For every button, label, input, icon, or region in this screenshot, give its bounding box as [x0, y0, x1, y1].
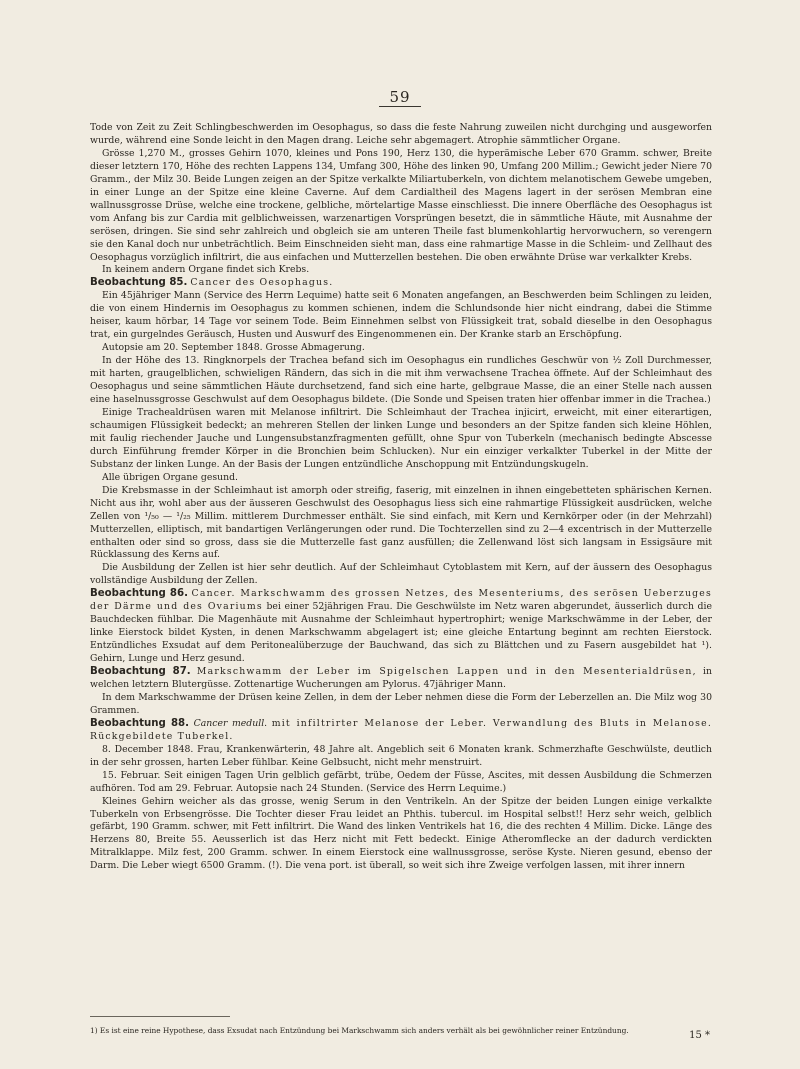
- paragraph-text: bei einer 52jährigen Frau. Die Geschwülste im Netz waren abgerundet, äusserlich durch die Bauchdecken fühlbar. Die Magenhäute mit Ausnahme der Schleimhaut hypertrophirt; wenige Markschwämme in der Leber, der linke Eierstock bildet Kysten, in denen Markschwamm abgelagert ist; eine gleiche Entartung beginnt am rechten Eierstock. Entzündliches Exsudat auf dem Peritonealüberzuge der Bauchwand, das sich zu Blättchen und zu Fasern ausgebildet hat ¹). Gehirn, Lunge und Herz gesund.: [90, 601, 712, 665]
- observation-label: Beobachtung 86.: [90, 588, 188, 600]
- footnote: 1) Es ist eine reine Hypothese, dass Exsudat nach Entzündung bei Markschwamm sich anders verhält als bei gewöhnlicher reiner Entzündung.: [90, 1026, 629, 1036]
- observation-label: Beobachtung 88.: [90, 717, 190, 729]
- body-paragraph: [90, 485, 712, 563]
- paragraph-text: Ein 45jähriger Mann (Service des Herrn Lequime) hatte seit 6 Monaten angefangen, an Beschwerden beim Schlingen zu leiden, die von einem Hindernis im Oesophagus zu kommen schienen, indem die Schlundsonde hier nicht eindrang, dabei die Stimme heiser, kaum hörbar, 14 Tage vor seinem Tode. Beim Einnehmen selbst von Flüssigkeit trat, sobald dieselbe in den Oesophagus trat, ein gurgelndes Geräusch, Husten und Auswurf des Eingenommenen ein. Der Kranke starb an Erschöpfung.: [90, 290, 712, 341]
- observation-title: mit infiltrirter Melanose der Leber. Verwandlung des Bluts in Melanose. Rückgebildete Tuberkel.: [90, 717, 712, 742]
- paragraph-text: Alle übrigen Organe gesund.: [102, 471, 238, 483]
- body-paragraph: [90, 407, 712, 472]
- observation-paragraph: [90, 718, 712, 744]
- observation-title: Markschwamm der Leber im Spigelschen Lappen und in den Mesenterialdrüsen,: [196, 666, 697, 678]
- observation-label: Beobachtung 85.: [90, 277, 188, 289]
- body-paragraph: [90, 770, 712, 796]
- body-text: [90, 122, 712, 873]
- paragraph-text: Grösse 1,270 M., grosses Gehirn 1070, kleines und Pons 190, Herz 130, die hyperämische Leber 670 Gramm. schwer, Breite dieser letztern 170, Höhe des rechten Lappens 134, Umfang 300, Höhe des linken 90, Umfang 200 Millim.; Gewicht jeder Niere 70 Gramm., der Milz 30. Beide Lungen zeigen an der Spitze verkalkte Miliartuberkeln, von dichtem melanotischem Gewebe umgeben, in einer Lunge an der Spitze eine kleine Caverne. Auf dem Cardialtheil des Magens lagert in der serösen Membran eine wallnussgrosse Drüse, welche eine trockene, gelbliche, mörtelartige Masse einschliesst. Die innere Oberfläche des Oesophagus ist vom Anfang bis zur Cardia mit gelblichweissen, warzenartigen Vorsprüngen besetzt, die in sämmtliche Häute, mit Ausnahme der serösen, dringen. Sie sind sehr zahlreich und obgleich sie am unteren Theile fast blumenkohlartig hervorwuchern, so verengern sie den Kanal doch nur unbeträchtlich. Beim Einschneiden sieht man, dass eine rahmartige Masse in die Schleim- und Zellhaut des Oesophagus vorzüglich infiltrirt, die aus einfachen und Mutterzellen bestehen. Die oben erwähnte Drüse war verkalkter Krebs.: [90, 147, 712, 263]
- body-paragraph: [90, 355, 712, 407]
- body-paragraph: [90, 562, 712, 588]
- body-paragraph: [90, 148, 712, 265]
- paragraph-text: Tode von Zeit zu Zeit Schlingbeschwerden im Oesophagus, so dass die feste Nahrung zuweilen nicht durchging und ausgeworfen wurde, während eine Sonde leicht in den Magen drang. Leiche sehr abgemagert. Atrophie sämmtlicher Organe.: [90, 122, 712, 146]
- italic-term: Cancer medull.: [193, 717, 268, 729]
- observation-paragraph: [90, 277, 712, 290]
- paragraph-text: Kleines Gehirn weicher als das grosse, wenig Serum in den Ventrikeln. An der Spitze der beiden Lungen einige verkalkte Tuberkeln von Erbsengrösse. Die Tochter dieser Frau leidet an Phthis. tubercul. im Hospital selbst!! Herz sehr weich, gelblich gefärbt, 190 Gramm. schwer, mit Fett infiltrirt. Die Wand des linken Ventrikels hat 16, die des rechten 4 Millim. Dicke. Länge des Herzens 80, Breite 55. Aeusserlich ist das Herz nicht mit Fett bedeckt. Einige Atheromflecke an der dadurch verdickten Mitralklappe. Milz fest, 200 Gramm. schwer. In einem Eierstock eine wallnussgrosse, seröse Kyste. Nieren gesund, ebenso der Darm. Die Leber wiegt 6500 Gramm. (!). Die vena port. ist überall, so weit sich ihre Zweige verfolgen lassen, mit ihrer innern: [90, 795, 712, 872]
- body-paragraph: [90, 744, 712, 770]
- paragraph-text: Einige Trachealdrüsen waren mit Melanose infiltrirt. Die Schleimhaut der Trachea injicirt, erweicht, mit einer eiterartigen, schaumigen Flüssigkeit bedeckt; an mehreren Stellen der linken Lunge und besonders an der Spitze fanden sich kleine Höhlen, mit faulig riechender Jauche und Lungensubstanzfragmenten gefüllt, ohne Spur von Tuberkeln (mechanisch bedingte Abscesse durch Einführung fremder Körper in die Bronchien beim Schlucken). Nur ein einziger verkalkter Tuberkel in der Mitte der Substanz der linken Lunge. An der Basis der Lungen entzündliche Anschoppung mit Entzündungskugeln.: [90, 406, 712, 470]
- body-paragraph: [90, 290, 712, 342]
- paragraph-text: 8. December 1848. Frau, Krankenwärterin, 48 Jahre alt. Angeblich seit 6 Monaten krank. Schmerzhafte Geschwülste, deutlich in der sehr grossen, harten Leber fühlbar. Keine Gelbsucht, nicht mehr menstruirt.: [90, 743, 712, 768]
- body-paragraph: [90, 264, 712, 277]
- paragraph-text: 15. Februar. Seit einigen Tagen Urin gelblich gefärbt, trübe, Oedem der Füsse, Ascites, mit dessen Ausbildung die Schmerzen aufhören. Tod am 29. Februar. Autopsie nach 24 Stunden. (Service des Herrn Lequime.): [90, 769, 712, 794]
- paragraph-text: Autopsie am 20. September 1848. Grosse Abmagerung.: [102, 342, 365, 354]
- body-paragraph: [90, 692, 712, 718]
- observation-paragraph: [90, 666, 712, 692]
- printer-signature: 15 *: [689, 1030, 710, 1041]
- page-number: 59: [0, 88, 800, 106]
- paragraph-text: In der Höhe des 13. Ringknorpels der Trachea befand sich im Oesophagus ein rundliches Geschwür von ½ Zoll Durchmesser, mit harten, graugelblichen, schwieligen Rändern, das sich in die mit ihm verwachsene Trachea öffnete. Auf der Schleimhaut des Oesophagus und seine sämmtlichen Häute durchsetzend, fand sich eine harte, gelbgraue Masse, die an einer Stelle nach aussen eine haselnussgrosse Geschwulst auf dem Oesophagus bildete. (Die Sonde und Speisen traten hier offenbar immer in die Trachea.): [90, 355, 712, 406]
- observation-title: Cancer des Oesophagus.: [190, 277, 334, 289]
- body-paragraph: [90, 472, 712, 485]
- paragraph-text: In keinem andern Organe findet sich Krebs.: [102, 264, 310, 276]
- paragraph-text: in welchen letztern Blutergüsse. Zottenartige Wucherungen am Pylorus. 47jähriger Mann.: [90, 666, 712, 690]
- body-paragraph: [90, 342, 712, 355]
- paragraph-text: In dem Markschwamme der Drüsen keine Zellen, in dem der Leber nehmen diese die Form der Leberzellen an. Die Milz wog 30 Grammen.: [90, 691, 712, 716]
- observation-title: Cancer. Markschwamm des grossen Netzes, des Mesenteriums, des serösen Ueberzuges der Därme und des Ovariums: [90, 588, 712, 613]
- paragraph-text: Die Krebsmasse in der Schleimhaut ist amorph oder streifig, faserig, mit einzelnen in ihnen eingebetteten sphärischen Kernen. Nicht aus ihr, wohl aber aus der äusseren Geschwulst des Oesophagus liess sich eine rahmartige Flüssigkeit ausdrücken, welche Zellen von ¹/₅₀ — ¹/₂₅ Millim. mittlerem Durchmesser enthält. Sie sind einfach, mit Kern und Kernkörper oder (in der Mehrzahl) Mutterzellen, elliptisch, mit bandartigen Verlängerungen oder rund. Die Tochterzellen sind zu 2—4 excentrisch in der Mutterzelle enthalten oder sind so gross, dass sie die Mutterzelle fast ganz ausfüllen; die Zellenwand löst sich langsam in Essigsäure mit Rücklassung des Kerns auf.: [90, 484, 712, 561]
- footnote-divider: [90, 1016, 230, 1017]
- observation-label: Beobachtung 87.: [90, 666, 191, 678]
- body-paragraph: [90, 122, 712, 148]
- paragraph-text: Die Ausbildung der Zellen ist hier sehr deutlich. Auf der Schleimhaut Cytoblastem mit Kern, auf der äussern des Oesophagus vollständige Ausbildung der Zellen.: [90, 562, 712, 587]
- observation-paragraph: [90, 588, 712, 666]
- body-paragraph: [90, 796, 712, 874]
